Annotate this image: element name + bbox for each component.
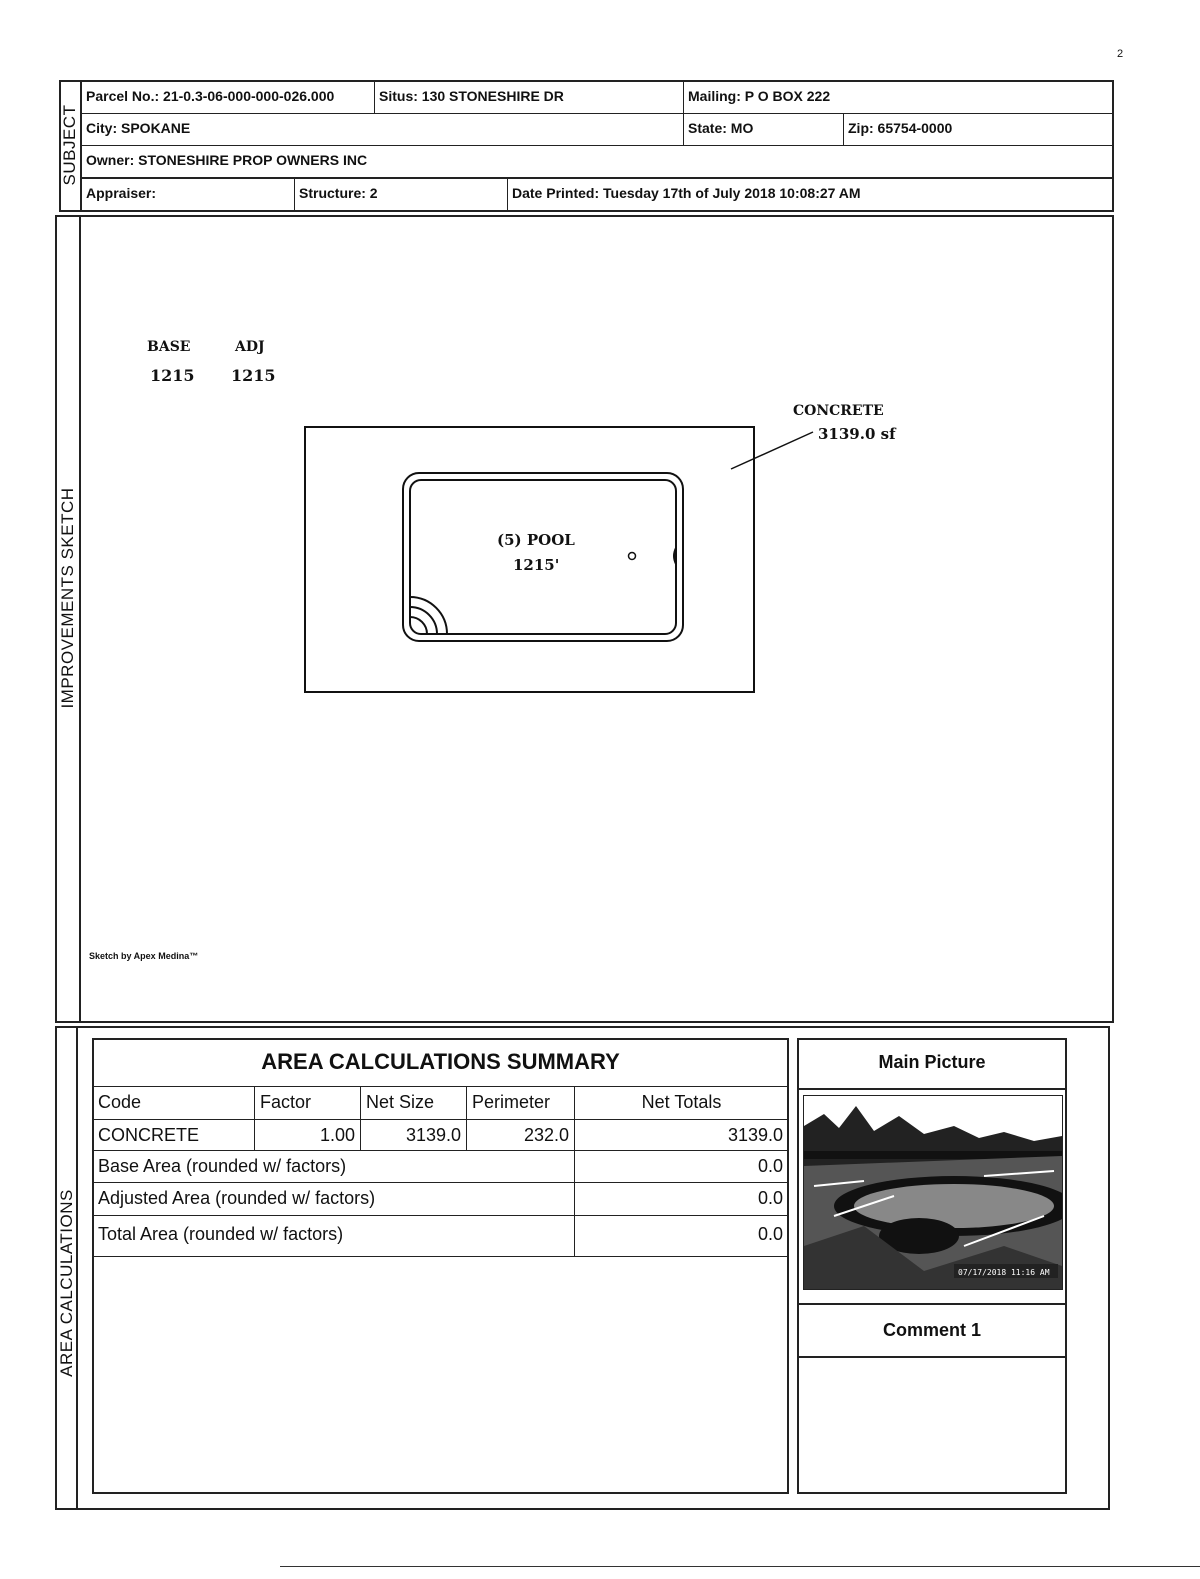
row-net-size: 3139.0 [360,1119,467,1151]
pool-label: (5) POOL [497,531,575,549]
header-code: Code [92,1086,255,1120]
pool-steps [410,597,447,634]
owner: Owner: STONESHIRE PROP OWNERS INC [81,145,1113,178]
page-mark: 2 [1117,48,1124,60]
mailing-address: Mailing: P O BOX 222 [683,81,1113,114]
total-area-label: Total Area (rounded w/ factors) [92,1215,575,1257]
header-factor: Factor [254,1086,361,1120]
base-area-label: Base Area (rounded w/ factors) [92,1150,575,1183]
picture-comment-divider-top [797,1303,1067,1305]
row-net-totals: 3139.0 [574,1119,789,1151]
sketch-credit: Sketch by Apex Medina™ [89,951,199,961]
page-bottom-line [280,1566,1200,1567]
main-picture-title: Main Picture [878,1052,986,1072]
pool-value: 1215' [513,556,560,574]
main-picture-photo[interactable] [803,1095,1063,1290]
adj-label: ADJ [235,339,265,355]
subject-section-label: SUBJECT [60,104,79,186]
parcel-number: Parcel No.: 21-0.3-06-000-000-026.000 [81,81,375,114]
header-net-totals: Net Totals [574,1086,789,1120]
concrete-value: 3139.0 sf [818,425,896,443]
area-section-label: AREA CALCULATIONS [57,1189,76,1377]
sketch-section-label: IMPROVEMENTS SKETCH [58,487,77,709]
header-net-size: Net Size [360,1086,467,1120]
pool-photo-image [804,1096,1062,1289]
picture-title-divider [797,1088,1067,1090]
comment-label: Comment 1 [882,1320,981,1340]
adjusted-area-value: 0.0 [574,1182,789,1216]
base-area-value: 0.0 [574,1150,789,1183]
base-value: 1215 [150,366,195,385]
picture-comment-divider-bottom [797,1356,1067,1358]
adj-value: 1215 [231,366,276,385]
pool-drain-icon [629,553,636,560]
structure: Structure: 2 [294,178,508,211]
base-label: BASE [147,339,191,355]
concrete-label: CONCRETE [793,403,884,419]
total-area-value: 0.0 [574,1215,789,1257]
date-printed: Date Printed: Tuesday 17th of July 2018 10:08:27 AM [507,178,1113,211]
row-perimeter: 232.0 [466,1119,575,1151]
photo-timestamp: 07/17/2018 11:16 AM [958,1268,1050,1277]
appraiser: Appraiser: [81,178,295,211]
concrete-leader-line [731,432,813,469]
row-code: CONCRETE [92,1119,255,1151]
zip: Zip: 65754-0000 [843,113,1113,146]
area-summary-title: AREA CALCULATIONS SUMMARY [261,1049,620,1074]
state: State: MO [683,113,844,146]
city: City: SPOKANE [81,113,684,146]
header-perimeter: Perimeter [466,1086,575,1120]
row-factor: 1.00 [254,1119,361,1151]
adjusted-area-label: Adjusted Area (rounded w/ factors) [92,1182,575,1216]
situs-address: Situs: 130 STONESHIRE DR [374,81,684,114]
